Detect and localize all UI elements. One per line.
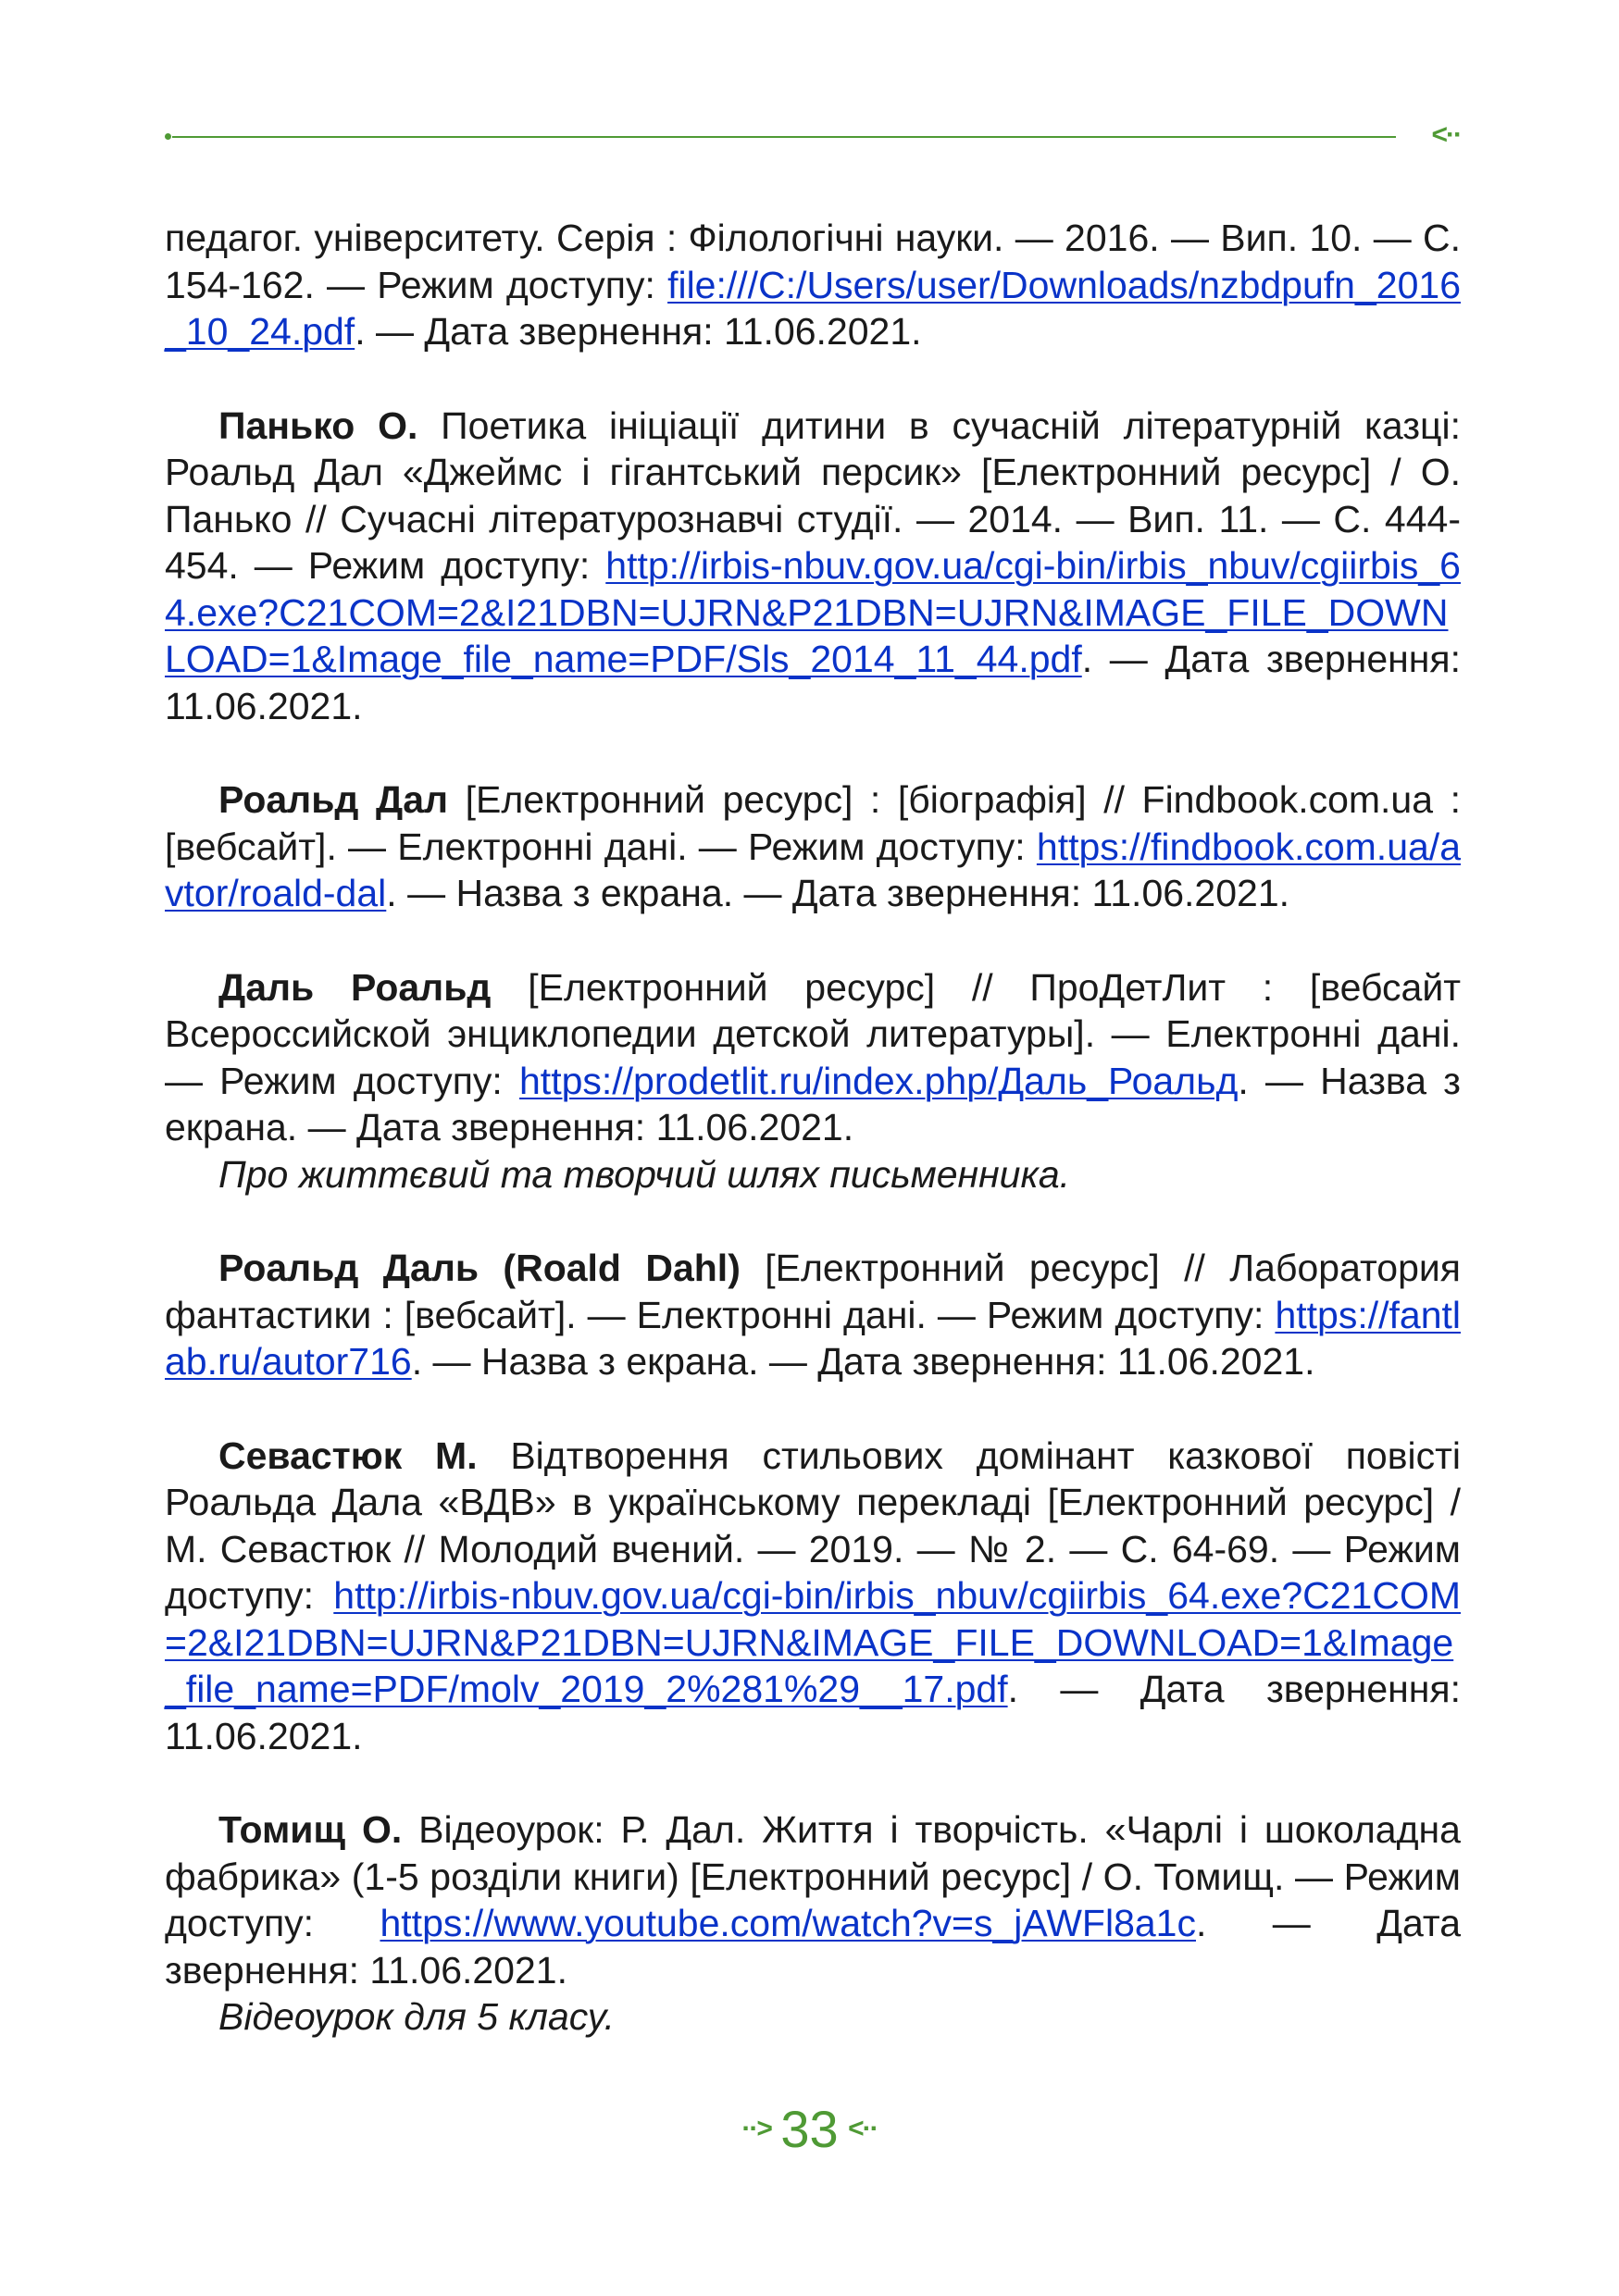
entry-text: Роальд Дал [Електронний ресурс] : [біографія] // Findbook.com.ua : [вебсайт]. — Електронні дані. — Режим доступу: https://findbook.com.ua/avtor/roald-dal. — Назва з екрана. — Дата звернення: 11.06.2021. bbox=[165, 778, 1461, 914]
entry-text: Роальд Даль (Roald Dahl) [Електронний ресурс] // Лаборатория фантастики : [вебсайт]. — Електронні дані. — Режим доступу: https://fantlab.ru/autor716. — Назва з екрана. — Дата звернення: 11.06.2021. bbox=[165, 1247, 1461, 1383]
top-decorative-rule bbox=[165, 119, 1461, 150]
entry-note: Відеоурок для 5 класу. bbox=[218, 1995, 615, 2038]
entry-text: педагог. університету. Серія : Філологічні науки. — 2016. — Вип. 10. — С. 154-162. — Режим доступу: file:///C:/Users/user/Downloads/nzbdpufn_2016_10_24.pdf. — Дата звернення: 11.06.2021. bbox=[165, 217, 1461, 353]
entry-author: Севастюк М. bbox=[218, 1433, 478, 1477]
entry-author: Томищ О. bbox=[218, 1808, 403, 1851]
footer-left-arrow-icon: ··> bbox=[741, 2113, 771, 2144]
entry-text: Томищ О. Відеоурок: Р. Дал. Життя і творчість. «Чарлі і шоколадна фабрика» (1-5 розділи книги) [Електронний ресурс] / О. Томищ. — Режим доступу: https://www.youtube.com/watch?v=s_jAWFl8a1c. — Дата звернення: 11.06.2021. bbox=[165, 1808, 1461, 1992]
rule-arrow-icon: <·· bbox=[1431, 119, 1461, 150]
entry-link[interactable]: file:///C:/Users/user/Downloads/nzbdpufn_2016_10_24.pdf bbox=[165, 263, 1461, 353]
entry-text: Панько О. Поетика ініціації дитини в сучасній літературній казці: Роальд Дал «Джеймс і гігантський персик» [Електронний ресурс] / О. Панько // Сучасні літературознавчі студії. — 2014. — Вип. 11. — С. 444-454. — Режим доступу: http://irbis-nbuv.gov.ua/cgi-bin/irbis_nbuv/cgiirbis_64.exe?C21COM=2&I21DBN=UJRN&P21DBN=UJRN&IMAGE_FILE_DOWNLOAD=1&Image_file_name=PDF/Sls_2014_11_44.pdf. — Дата звернення: 11.06.2021. bbox=[165, 403, 1461, 727]
bibliography-list bbox=[165, 215, 1461, 2088]
bibliography-entry bbox=[165, 776, 1461, 917]
entry-author: Роальд Даль (Roald Dahl) bbox=[218, 1247, 741, 1289]
bibliography-entry bbox=[165, 215, 1461, 355]
entry-author: Панько О. bbox=[218, 403, 418, 447]
rule-line bbox=[172, 136, 1396, 138]
bibliography-entry bbox=[165, 964, 1461, 1198]
footer-right-arrow-icon: <·· bbox=[848, 2113, 878, 2144]
entry-link[interactable]: http://irbis-nbuv.gov.ua/cgi-bin/irbis_nbuv/cgiirbis_64.exe?C21COM=2&I21DBN=UJRN&P21DBN=UJRN&IMAGE_FILE_DOWNLOAD=1&Image_file_name=PDF/molv_2019_2%281%29__17.pdf bbox=[165, 1574, 1461, 1710]
bibliography-entry bbox=[165, 1806, 1461, 2041]
entry-link[interactable]: https://findbook.com.ua/avtor/roald-dal bbox=[165, 825, 1461, 914]
bibliography-entry bbox=[165, 1245, 1461, 1385]
entry-author: Даль Роальд bbox=[218, 965, 492, 1009]
entry-link[interactable]: https://fantlab.ru/autor716 bbox=[165, 1293, 1461, 1383]
entry-text: Севастюк М. Відтворення стильових домінант казкової повісті Роальда Дала «ВДВ» в українському перекладі [Електронний ресурс] / М. Севастюк // Молодий вчений. — 2019. — № 2. — С. 64-69. — Режим доступу: http://irbis-nbuv.gov.ua/cgi-bin/irbis_nbuv/cgiirbis_64.exe?C21COM=2&I21DBN=UJRN&P21DBN=UJRN&IMAGE_FILE_DOWNLOAD=1&Image_file_name=PDF/molv_2019_2%281%29__17.pdf. — Дата звернення: 11.06.2021. bbox=[165, 1433, 1462, 1757]
page-number: 33 bbox=[780, 2100, 839, 2158]
entry-link[interactable]: https://www.youtube.com/watch?v=s_jAWFl8a1c bbox=[380, 1902, 1196, 1944]
entry-link[interactable]: https://prodetlit.ru/index.php/Даль_Роальд bbox=[519, 1059, 1239, 1102]
entry-text: Даль Роальд [Електронний ресурс] // ПроДетЛит : [вебсайт Всероссийской энциклопедии детской литературы]. — Електронні дані. — Режим доступу: https://prodetlit.ru/index.php/Даль_Роальд. — Назва з екрана. — Дата звернення: 11.06.2021. bbox=[165, 965, 1461, 1148]
bibliography-entry bbox=[165, 403, 1461, 730]
page-footer bbox=[0, 2099, 1619, 2159]
bibliography-entry bbox=[165, 1433, 1461, 1760]
entry-note: Про життєвий та творчий шлях письменника. bbox=[218, 1152, 1071, 1196]
entry-author: Роальд Дал bbox=[218, 778, 449, 821]
entry-link[interactable]: http://irbis-nbuv.gov.ua/cgi-bin/irbis_nbuv/cgiirbis_64.exe?C21COM=2&I21DBN=UJRN&P21DBN=UJRN&IMAGE_FILE_DOWNLOAD=1&Image_file_name=PDF/Sls_2014_11_44.pdf bbox=[165, 544, 1461, 680]
rule-dot bbox=[165, 133, 171, 140]
